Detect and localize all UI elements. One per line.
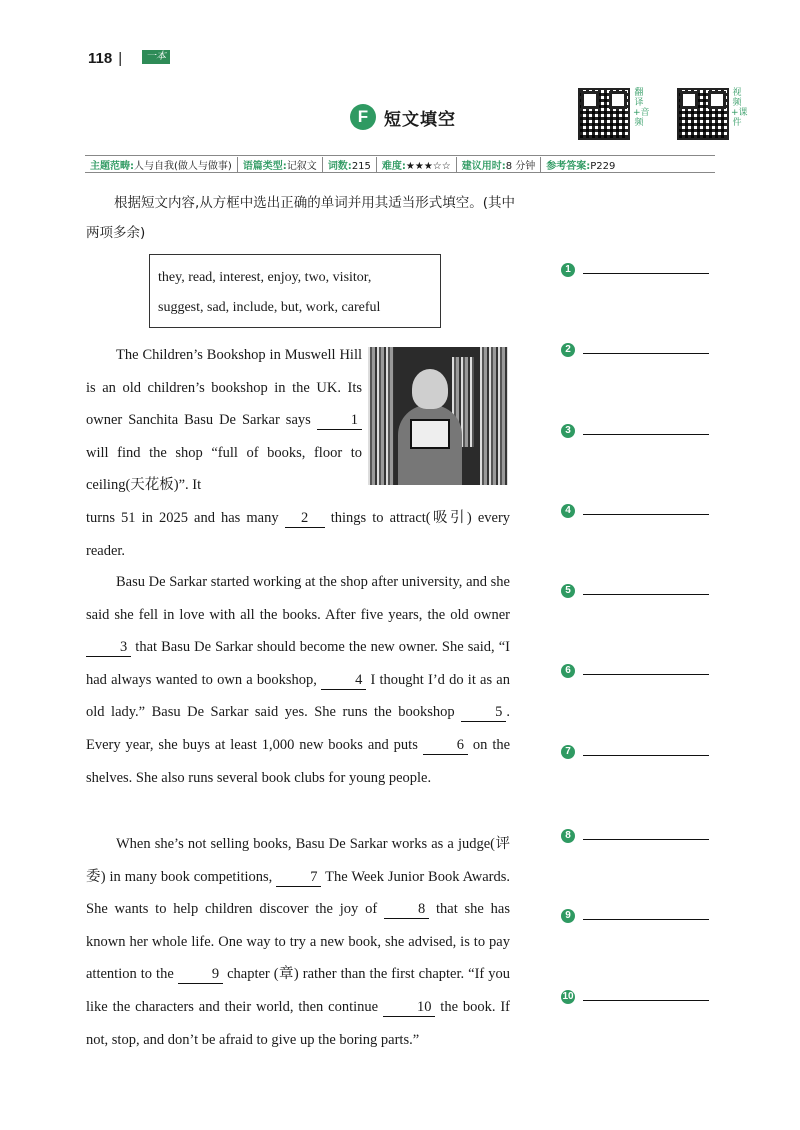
qr-tag-video: 视频+课件 (731, 88, 748, 128)
meta-word-count: 词数:215 (323, 157, 377, 172)
blank-2: 2 (285, 509, 325, 528)
answer-number: 2 (561, 343, 575, 357)
answer-number: 1 (561, 263, 575, 277)
answer-number: 9 (561, 909, 575, 923)
blank-3: 3 (86, 638, 131, 657)
paragraph-1-cont: turns 51 in 2025 and has many 2 things to attract(吸引) every reader. (86, 510, 511, 559)
answer-number: 10 (562, 991, 574, 1002)
word-box-line: suggest, sad, include, but, work, careful (158, 300, 381, 315)
page-number (88, 50, 126, 67)
answer-line-9[interactable] (561, 909, 709, 923)
answer-line-4[interactable] (561, 504, 709, 518)
blank-10: 10 (383, 998, 436, 1017)
blank-6: 6 (423, 736, 468, 755)
answer-line-2[interactable] (561, 343, 709, 357)
page-number-value: 118 (88, 50, 113, 67)
header-separator: | (118, 50, 123, 67)
word-box (149, 254, 441, 328)
meta-time: 建议用时:8 分钟 (457, 157, 542, 172)
qr-code-translation[interactable] (578, 88, 630, 140)
section-heading (350, 104, 456, 130)
instructions: 根据短文内容,从方框中选出正确的单词并用其适当形式填空。(其中两项多余) (86, 195, 516, 241)
answer-line-6[interactable] (561, 664, 709, 678)
meta-theme: 主题范畴:人与自我(做人与做事) (85, 157, 238, 172)
bookshop-photo (368, 347, 508, 485)
word-box-line: they, read, interest, enjoy, two, visitor, (158, 270, 372, 285)
answer-number: 8 (561, 829, 575, 843)
paragraph-3: When she’s not selling books, Basu De Sarkar works as a judge(评委) in many book competitions, 7 The Week Junior Book Awards. She wants to help children discover the joy of 8 that she has known her whole life. One way to try a new book, she advised, is to pay attention to the 9 chapter (章) rather than the first chapter. “If you like the characters and their world, then continue 10 the book. If not, stop, and don’t be afraid to give up the boring parts.” (86, 836, 511, 1048)
paragraph-2: Basu De Sarkar started working at the shop after university, and she said she fell in love with all the books. After five years, the old owner 3 that Basu De Sarkar should become the new owner. She said, “I had always wanted to own a bookshop, 4 I thought I’d do it as an old lady.” Basu De Sarkar said yes. She runs the bookshop 5 . Every year, she buys at least 1,000 new books and puts 6 on the shelves. She also runs several book clubs for young people. (86, 574, 511, 786)
answer-line-1[interactable] (561, 263, 709, 277)
answer-line-5[interactable] (561, 584, 709, 598)
answer-number: 4 (561, 504, 575, 518)
answer-line-3[interactable] (561, 424, 709, 438)
paragraph-1 (86, 339, 362, 502)
meta-genre: 语篇类型:记叙文 (238, 157, 323, 172)
answer-line-8[interactable] (561, 829, 709, 843)
answer-line-7[interactable] (561, 745, 709, 759)
blank-4: 4 (321, 671, 366, 690)
answer-number: 5 (561, 584, 575, 598)
answer-number: 3 (561, 424, 575, 438)
answer-number: 7 (561, 745, 575, 759)
p1-line: The Children’s Bookshop in Muswell Hill is an old children’s bookshop in the UK. Its owner Sanchita Basu De Sarkar says 1 will find the shop “full of books, floor to ceiling(天花板)”. It (86, 347, 363, 494)
brand-logo: 一本 (142, 50, 170, 64)
blank-1: 1 (317, 411, 362, 430)
blank-5: 5 (461, 703, 506, 722)
meta-difficulty: 难度:★★★☆☆ (377, 157, 457, 172)
blank-7: 7 (276, 868, 321, 887)
blank-8: 8 (384, 900, 429, 919)
section-badge: F (350, 104, 376, 130)
qr-code-video[interactable] (677, 88, 729, 140)
meta-bar (85, 155, 715, 173)
meta-answer-ref: 参考答案:P229 (546, 160, 616, 172)
answer-line-10[interactable] (561, 990, 709, 1004)
qr-tag-translation: 翻译+音频 (633, 88, 650, 128)
answer-number: 6 (561, 664, 575, 678)
blank-9: 9 (178, 965, 223, 984)
section-title: 短文填空 (384, 109, 456, 130)
